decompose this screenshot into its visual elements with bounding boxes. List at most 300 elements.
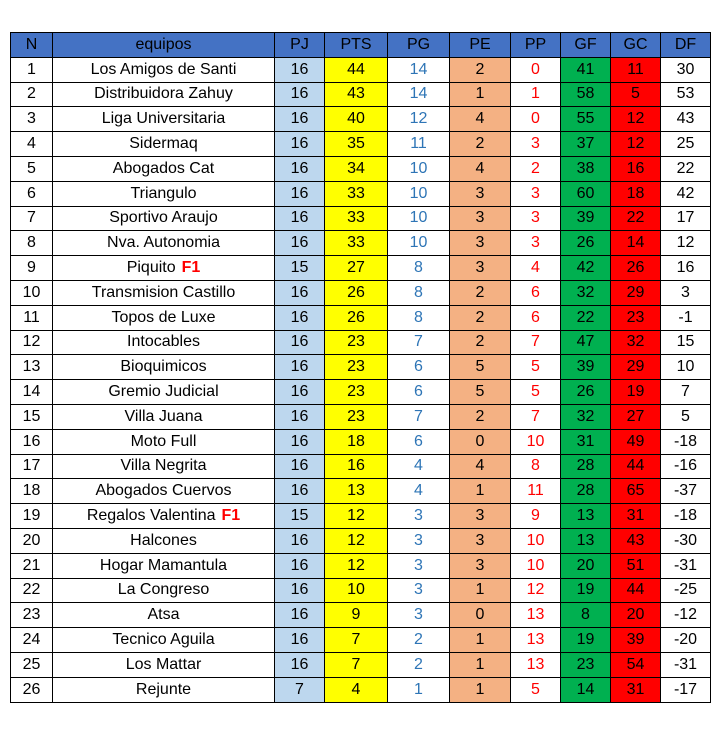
gc-cell: 43 <box>611 528 661 553</box>
position-cell: 26 <box>11 677 53 702</box>
pp-cell: 13 <box>511 652 561 677</box>
pe-cell: 3 <box>450 528 511 553</box>
pj-cell: 16 <box>275 404 325 429</box>
pp-cell: 7 <box>511 404 561 429</box>
position-cell: 9 <box>11 256 53 281</box>
team-name: Abogados Cat <box>112 159 215 177</box>
gc-cell: 32 <box>611 330 661 355</box>
pp-cell: 9 <box>511 504 561 529</box>
team-name: Los Mattar <box>125 655 202 673</box>
pp-cell: 10 <box>511 553 561 578</box>
pts-cell: 35 <box>325 132 388 157</box>
pg-cell: 10 <box>388 231 450 256</box>
gc-cell: 14 <box>611 231 661 256</box>
position-cell: 4 <box>11 132 53 157</box>
pj-cell: 16 <box>275 181 325 206</box>
pg-cell: 7 <box>388 404 450 429</box>
pp-cell: 11 <box>511 479 561 504</box>
pts-cell: 9 <box>325 603 388 628</box>
gc-cell: 54 <box>611 652 661 677</box>
header-pp: PP <box>511 33 561 58</box>
df-cell: -20 <box>661 628 711 653</box>
position-cell: 13 <box>11 355 53 380</box>
team-name: Transmision Castillo <box>91 283 236 301</box>
gf-cell: 41 <box>561 57 611 82</box>
pg-cell: 6 <box>388 429 450 454</box>
pp-cell: 3 <box>511 132 561 157</box>
pj-cell: 16 <box>275 528 325 553</box>
team-name: Rejunte <box>135 680 192 698</box>
team-name: Intocables <box>127 333 200 351</box>
pts-cell: 43 <box>325 82 388 107</box>
pp-cell: 13 <box>511 628 561 653</box>
pe-cell: 3 <box>450 206 511 231</box>
pj-cell: 16 <box>275 603 325 628</box>
table-row <box>11 132 711 157</box>
pj-cell: 16 <box>275 578 325 603</box>
pj-cell: 7 <box>275 677 325 702</box>
position-cell: 15 <box>11 404 53 429</box>
gc-cell: 23 <box>611 305 661 330</box>
df-cell: 3 <box>661 280 711 305</box>
table-row <box>11 454 711 479</box>
pts-cell: 18 <box>325 429 388 454</box>
pj-cell: 15 <box>275 504 325 529</box>
pe-cell: 2 <box>450 280 511 305</box>
pe-cell: 1 <box>450 652 511 677</box>
df-cell: 43 <box>661 107 711 132</box>
gf-cell: 28 <box>561 479 611 504</box>
pg-cell: 8 <box>388 305 450 330</box>
pp-cell: 3 <box>511 231 561 256</box>
df-cell: -30 <box>661 528 711 553</box>
position-cell: 23 <box>11 603 53 628</box>
team-name-cell <box>53 677 275 702</box>
pj-cell: 16 <box>275 82 325 107</box>
team-name-cell <box>53 132 275 157</box>
pg-cell: 4 <box>388 479 450 504</box>
gf-cell: 39 <box>561 206 611 231</box>
pe-cell: 0 <box>450 429 511 454</box>
table-row <box>11 603 711 628</box>
pts-cell: 23 <box>325 330 388 355</box>
team-name-cell <box>53 156 275 181</box>
table-row <box>11 677 711 702</box>
gc-cell: 16 <box>611 156 661 181</box>
pts-cell: 33 <box>325 231 388 256</box>
pe-cell: 1 <box>450 82 511 107</box>
team-name: Gremio Judicial <box>108 383 219 401</box>
gf-cell: 14 <box>561 677 611 702</box>
pe-cell: 3 <box>450 553 511 578</box>
position-cell: 24 <box>11 628 53 653</box>
pg-cell: 12 <box>388 107 450 132</box>
pj-cell: 16 <box>275 429 325 454</box>
header-gf: GF <box>561 33 611 58</box>
pg-cell: 8 <box>388 280 450 305</box>
header-pe: PE <box>450 33 511 58</box>
position-cell: 16 <box>11 429 53 454</box>
team-name-cell <box>53 256 275 281</box>
pg-cell: 8 <box>388 256 450 281</box>
table-body <box>11 57 711 702</box>
pg-cell: 6 <box>388 355 450 380</box>
header-gc: GC <box>611 33 661 58</box>
df-cell: -37 <box>661 479 711 504</box>
position-cell: 19 <box>11 504 53 529</box>
position-cell: 18 <box>11 479 53 504</box>
gc-cell: 31 <box>611 504 661 529</box>
position-cell: 3 <box>11 107 53 132</box>
pe-cell: 4 <box>450 156 511 181</box>
team-name: Regalos Valentina <box>86 507 216 525</box>
gc-cell: 51 <box>611 553 661 578</box>
pe-cell: 5 <box>450 355 511 380</box>
pe-cell: 4 <box>450 107 511 132</box>
team-name-cell <box>53 479 275 504</box>
gf-cell: 31 <box>561 429 611 454</box>
team-name: Abogados Cuervos <box>95 482 232 500</box>
gf-cell: 13 <box>561 528 611 553</box>
df-cell: 30 <box>661 57 711 82</box>
position-cell: 8 <box>11 231 53 256</box>
pj-cell: 16 <box>275 156 325 181</box>
pts-cell: 10 <box>325 578 388 603</box>
pts-cell: 40 <box>325 107 388 132</box>
pj-cell: 16 <box>275 553 325 578</box>
pe-cell: 0 <box>450 603 511 628</box>
pe-cell: 1 <box>450 677 511 702</box>
gc-cell: 26 <box>611 256 661 281</box>
pts-cell: 44 <box>325 57 388 82</box>
team-name: Villa Juana <box>124 407 203 425</box>
pg-cell: 14 <box>388 57 450 82</box>
gc-cell: 44 <box>611 578 661 603</box>
pg-cell: 10 <box>388 156 450 181</box>
pp-cell: 2 <box>511 156 561 181</box>
gf-cell: 32 <box>561 280 611 305</box>
gc-cell: 29 <box>611 355 661 380</box>
gc-cell: 39 <box>611 628 661 653</box>
team-name-cell <box>53 280 275 305</box>
gf-cell: 19 <box>561 628 611 653</box>
team-name-cell <box>53 553 275 578</box>
header-df: DF <box>661 33 711 58</box>
pe-cell: 1 <box>450 479 511 504</box>
df-cell: -12 <box>661 603 711 628</box>
pts-cell: 34 <box>325 156 388 181</box>
pj-cell: 16 <box>275 57 325 82</box>
team-name-cell <box>53 603 275 628</box>
team-name: Triangulo <box>130 184 197 202</box>
position-cell: 14 <box>11 380 53 405</box>
table-row <box>11 355 711 380</box>
pg-cell: 3 <box>388 578 450 603</box>
pe-cell: 1 <box>450 578 511 603</box>
pg-cell: 3 <box>388 603 450 628</box>
team-name: Bioquimicos <box>120 358 207 376</box>
team-flag: F1 <box>221 507 241 525</box>
table-row <box>11 504 711 529</box>
df-cell: 25 <box>661 132 711 157</box>
team-name-cell <box>53 305 275 330</box>
table-row <box>11 107 711 132</box>
position-cell: 11 <box>11 305 53 330</box>
pj-cell: 16 <box>275 652 325 677</box>
gf-cell: 26 <box>561 380 611 405</box>
pe-cell: 2 <box>450 132 511 157</box>
team-name: Atsa <box>147 606 180 624</box>
position-cell: 7 <box>11 206 53 231</box>
team-name-cell <box>53 429 275 454</box>
table-row <box>11 280 711 305</box>
pj-cell: 16 <box>275 132 325 157</box>
gc-cell: 20 <box>611 603 661 628</box>
table-row <box>11 256 711 281</box>
pg-cell: 11 <box>388 132 450 157</box>
team-name: Halcones <box>130 531 197 549</box>
position-cell: 21 <box>11 553 53 578</box>
pg-cell: 4 <box>388 454 450 479</box>
position-cell: 20 <box>11 528 53 553</box>
table-row <box>11 305 711 330</box>
gf-cell: 28 <box>561 454 611 479</box>
team-name-cell <box>53 181 275 206</box>
team-name-cell <box>53 652 275 677</box>
team-name: Tecnico Aguila <box>112 631 215 649</box>
pp-cell: 5 <box>511 380 561 405</box>
pp-cell: 1 <box>511 82 561 107</box>
header-pj: PJ <box>275 33 325 58</box>
pe-cell: 5 <box>450 380 511 405</box>
pts-cell: 12 <box>325 553 388 578</box>
pp-cell: 8 <box>511 454 561 479</box>
position-cell: 2 <box>11 82 53 107</box>
gf-cell: 23 <box>561 652 611 677</box>
pe-cell: 3 <box>450 231 511 256</box>
pj-cell: 16 <box>275 231 325 256</box>
pg-cell: 6 <box>388 380 450 405</box>
team-name: Los Amigos de Santi <box>90 60 237 78</box>
pts-cell: 7 <box>325 628 388 653</box>
df-cell: -31 <box>661 553 711 578</box>
pts-cell: 33 <box>325 181 388 206</box>
pp-cell: 5 <box>511 677 561 702</box>
table-row <box>11 578 711 603</box>
table-row <box>11 82 711 107</box>
team-name-cell <box>53 528 275 553</box>
team-name-cell <box>53 504 275 529</box>
gc-cell: 65 <box>611 479 661 504</box>
pe-cell: 3 <box>450 256 511 281</box>
team-name: Piquito <box>126 259 176 277</box>
pj-cell: 16 <box>275 479 325 504</box>
gf-cell: 20 <box>561 553 611 578</box>
df-cell: -17 <box>661 677 711 702</box>
pg-cell: 3 <box>388 504 450 529</box>
gf-cell: 39 <box>561 355 611 380</box>
pp-cell: 7 <box>511 330 561 355</box>
pts-cell: 7 <box>325 652 388 677</box>
df-cell: -18 <box>661 429 711 454</box>
team-name: Hogar Mamantula <box>99 556 228 574</box>
team-name: Topos de Luxe <box>111 308 216 326</box>
pp-cell: 10 <box>511 528 561 553</box>
df-cell: 17 <box>661 206 711 231</box>
pj-cell: 16 <box>275 206 325 231</box>
team-name: Nva. Autonomia <box>107 234 220 252</box>
pj-cell: 16 <box>275 628 325 653</box>
pts-cell: 23 <box>325 404 388 429</box>
team-name: Liga Universitaria <box>101 110 226 128</box>
table-row <box>11 528 711 553</box>
gf-cell: 55 <box>561 107 611 132</box>
gf-cell: 60 <box>561 181 611 206</box>
df-cell: 42 <box>661 181 711 206</box>
team-name: La Congreso <box>117 581 210 599</box>
pg-cell: 2 <box>388 628 450 653</box>
pj-cell: 16 <box>275 330 325 355</box>
gf-cell: 58 <box>561 82 611 107</box>
pj-cell: 15 <box>275 256 325 281</box>
team-name-cell <box>53 107 275 132</box>
pe-cell: 2 <box>450 57 511 82</box>
df-cell: -18 <box>661 504 711 529</box>
pg-cell: 14 <box>388 82 450 107</box>
pj-cell: 16 <box>275 305 325 330</box>
gc-cell: 22 <box>611 206 661 231</box>
pp-cell: 0 <box>511 57 561 82</box>
pg-cell: 10 <box>388 206 450 231</box>
team-name-cell <box>53 57 275 82</box>
header-equipos: equipos <box>53 33 275 58</box>
pp-cell: 6 <box>511 280 561 305</box>
team-name-cell <box>53 231 275 256</box>
df-cell: 7 <box>661 380 711 405</box>
df-cell: 12 <box>661 231 711 256</box>
pts-cell: 26 <box>325 305 388 330</box>
pts-cell: 12 <box>325 528 388 553</box>
gf-cell: 26 <box>561 231 611 256</box>
gf-cell: 37 <box>561 132 611 157</box>
table-row <box>11 330 711 355</box>
pts-cell: 23 <box>325 380 388 405</box>
position-cell: 12 <box>11 330 53 355</box>
pp-cell: 4 <box>511 256 561 281</box>
table-row <box>11 206 711 231</box>
pg-cell: 1 <box>388 677 450 702</box>
pe-cell: 2 <box>450 305 511 330</box>
team-name: Villa Negrita <box>120 457 207 475</box>
pj-cell: 16 <box>275 454 325 479</box>
pp-cell: 0 <box>511 107 561 132</box>
table-row <box>11 652 711 677</box>
pe-cell: 3 <box>450 504 511 529</box>
df-cell: -1 <box>661 305 711 330</box>
pp-cell: 3 <box>511 206 561 231</box>
gc-cell: 44 <box>611 454 661 479</box>
position-cell: 1 <box>11 57 53 82</box>
table-row <box>11 181 711 206</box>
gf-cell: 19 <box>561 578 611 603</box>
table-header <box>11 33 711 58</box>
team-name: Sidermaq <box>129 135 198 153</box>
team-name-cell <box>53 380 275 405</box>
gc-cell: 29 <box>611 280 661 305</box>
team-name-cell <box>53 206 275 231</box>
pp-cell: 6 <box>511 305 561 330</box>
pj-cell: 16 <box>275 380 325 405</box>
gf-cell: 22 <box>561 305 611 330</box>
gc-cell: 31 <box>611 677 661 702</box>
pe-cell: 4 <box>450 454 511 479</box>
header-pg: PG <box>388 33 450 58</box>
pg-cell: 3 <box>388 553 450 578</box>
df-cell: -31 <box>661 652 711 677</box>
pg-cell: 10 <box>388 181 450 206</box>
gc-cell: 18 <box>611 181 661 206</box>
df-cell: 16 <box>661 256 711 281</box>
standings-table <box>10 32 711 703</box>
df-cell: 10 <box>661 355 711 380</box>
pts-cell: 33 <box>325 206 388 231</box>
gc-cell: 12 <box>611 107 661 132</box>
table-row <box>11 404 711 429</box>
gf-cell: 13 <box>561 504 611 529</box>
df-cell: 22 <box>661 156 711 181</box>
pts-cell: 26 <box>325 280 388 305</box>
pp-cell: 3 <box>511 181 561 206</box>
pp-cell: 13 <box>511 603 561 628</box>
position-cell: 10 <box>11 280 53 305</box>
position-cell: 17 <box>11 454 53 479</box>
gc-cell: 27 <box>611 404 661 429</box>
pj-cell: 16 <box>275 280 325 305</box>
pj-cell: 16 <box>275 107 325 132</box>
pj-cell: 16 <box>275 355 325 380</box>
team-name-cell <box>53 404 275 429</box>
gc-cell: 12 <box>611 132 661 157</box>
position-cell: 22 <box>11 578 53 603</box>
header-n: N <box>11 33 53 58</box>
team-name: Distribuidora Zahuy <box>94 85 233 103</box>
pe-cell: 2 <box>450 330 511 355</box>
df-cell: 5 <box>661 404 711 429</box>
position-cell: 6 <box>11 181 53 206</box>
table-row <box>11 231 711 256</box>
pp-cell: 10 <box>511 429 561 454</box>
table-row <box>11 628 711 653</box>
gf-cell: 47 <box>561 330 611 355</box>
table-row <box>11 380 711 405</box>
pts-cell: 23 <box>325 355 388 380</box>
team-name-cell <box>53 454 275 479</box>
team-name: Sportivo Araujo <box>109 209 218 227</box>
header-pts: PTS <box>325 33 388 58</box>
table-row <box>11 156 711 181</box>
pts-cell: 27 <box>325 256 388 281</box>
pe-cell: 1 <box>450 628 511 653</box>
df-cell: 53 <box>661 82 711 107</box>
df-cell: 15 <box>661 330 711 355</box>
pp-cell: 5 <box>511 355 561 380</box>
team-name: Moto Full <box>130 432 197 450</box>
gf-cell: 38 <box>561 156 611 181</box>
df-cell: -16 <box>661 454 711 479</box>
pts-cell: 16 <box>325 454 388 479</box>
gf-cell: 8 <box>561 603 611 628</box>
gf-cell: 42 <box>561 256 611 281</box>
